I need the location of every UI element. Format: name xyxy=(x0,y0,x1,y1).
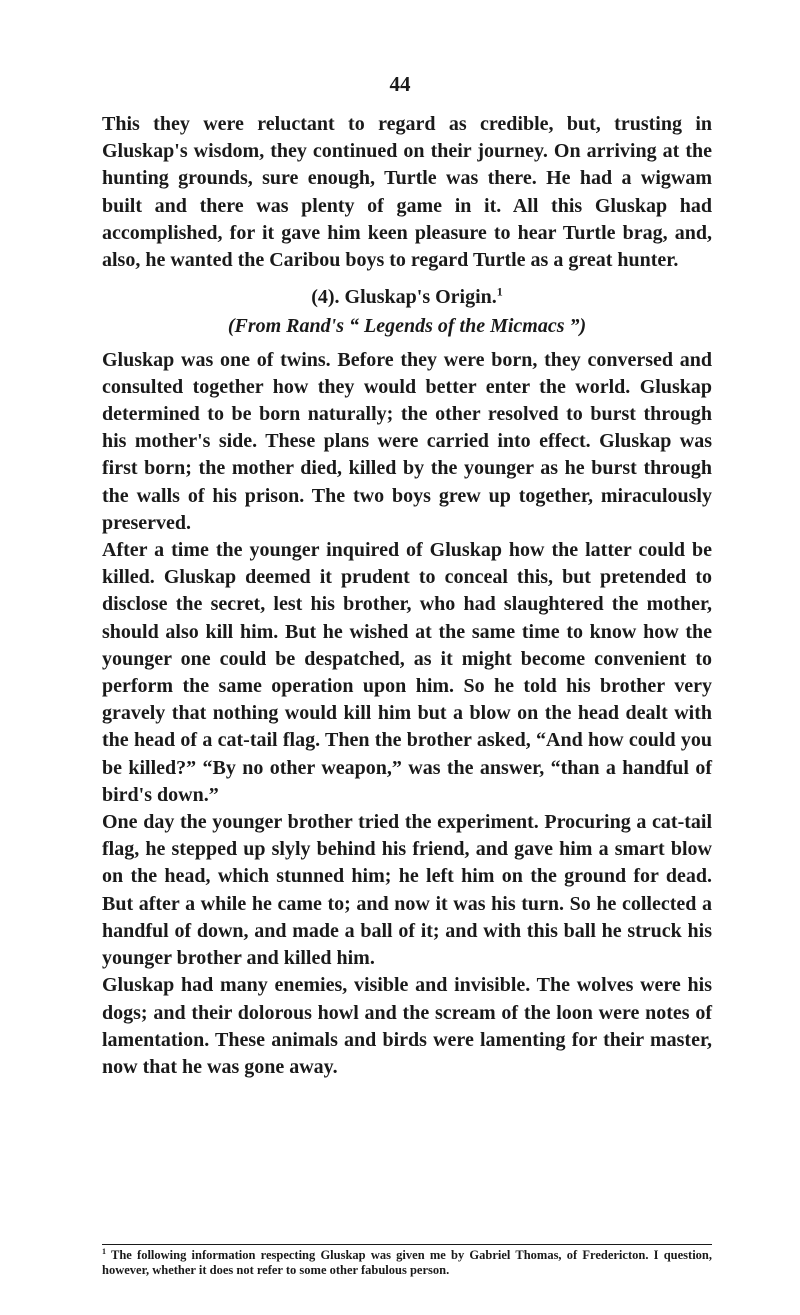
paragraph-2: Gluskap was one of twins. Before they were born, they conversed and consulted together how they would better enter the world. Gluskap determined to be born naturally; the other resolved to burst through his mother's side. These plans were carried into effect. Gluskap was first born; the mother died, killed by the younger as he burst through the walls of his prison. The two boys grew up together, miraculously preserved. xyxy=(102,348,712,534)
main-text xyxy=(102,111,712,1081)
footnote-rule xyxy=(102,1244,712,1245)
paragraph-3: After a time the younger inquired of Gluskap how the latter could be killed. Gluskap deemed it prudent to conceal this, but pretended to disclose the secret, lest his brother, who had slaughtered the mother, should also kill him. But he wished at the same time to know how the younger one could be despatched, as it might become convenient to perform the same operation upon him. So he told his brother very gravely that nothing would kill him but a blow on the head dealt with the head of a cat-tail flag. Then the brother asked, “And how could you be killed?” “By no other weapon,” was the answer, “than a handful of bird's down.” xyxy=(102,539,712,806)
footnote-mark: 1 xyxy=(102,1246,106,1256)
footnote-text: The following information respecting Gluskap was given me by Gabriel Thomas, of Fredericton. I question, however, whether it does not refer to some other fabulous person. xyxy=(102,1248,712,1277)
paragraph-1: This they were reluctant to regard as credible, but, trusting in Gluskap's wisdom, they continued on their journey. On arriving at the hunting grounds, sure enough, Turtle was there. He had a wigwam built and there was plenty of game in it. All this Gluskap had accomplished, for it gave him keen pleasure to hear Turtle brag, and, also, he wanted the Caribou boys to regard Turtle as a great hunter. xyxy=(102,113,712,272)
page-number: 44 xyxy=(389,72,411,96)
paragraph-4: One day the younger brother tried the experiment. Procuring a cat-tail flag, he stepped up slyly behind his friend, and gave him a smart blow on the head, which stunned him; he left him on the ground for dead. But after a while he came to; and now it was his turn. So he collected a handful of down, and made a ball of it; and with this ball he struck his younger brother and killed him. xyxy=(102,811,712,970)
section-footnote-mark: 1 xyxy=(496,284,503,299)
section-title xyxy=(102,284,712,311)
section-title-text: (4). Gluskap's Origin. xyxy=(311,286,497,309)
section-subtitle: (From Rand's “ Legends of the Micmacs ”) xyxy=(227,315,587,338)
paragraph-5: Gluskap had many enemies, visible and invisible. The wolves were his dogs; and their dolorous howl and the scream of the loon were notes of lamentation. These animals and birds were lamenting for their master, now that he was gone away. xyxy=(102,974,712,1078)
footnote xyxy=(102,1248,712,1278)
